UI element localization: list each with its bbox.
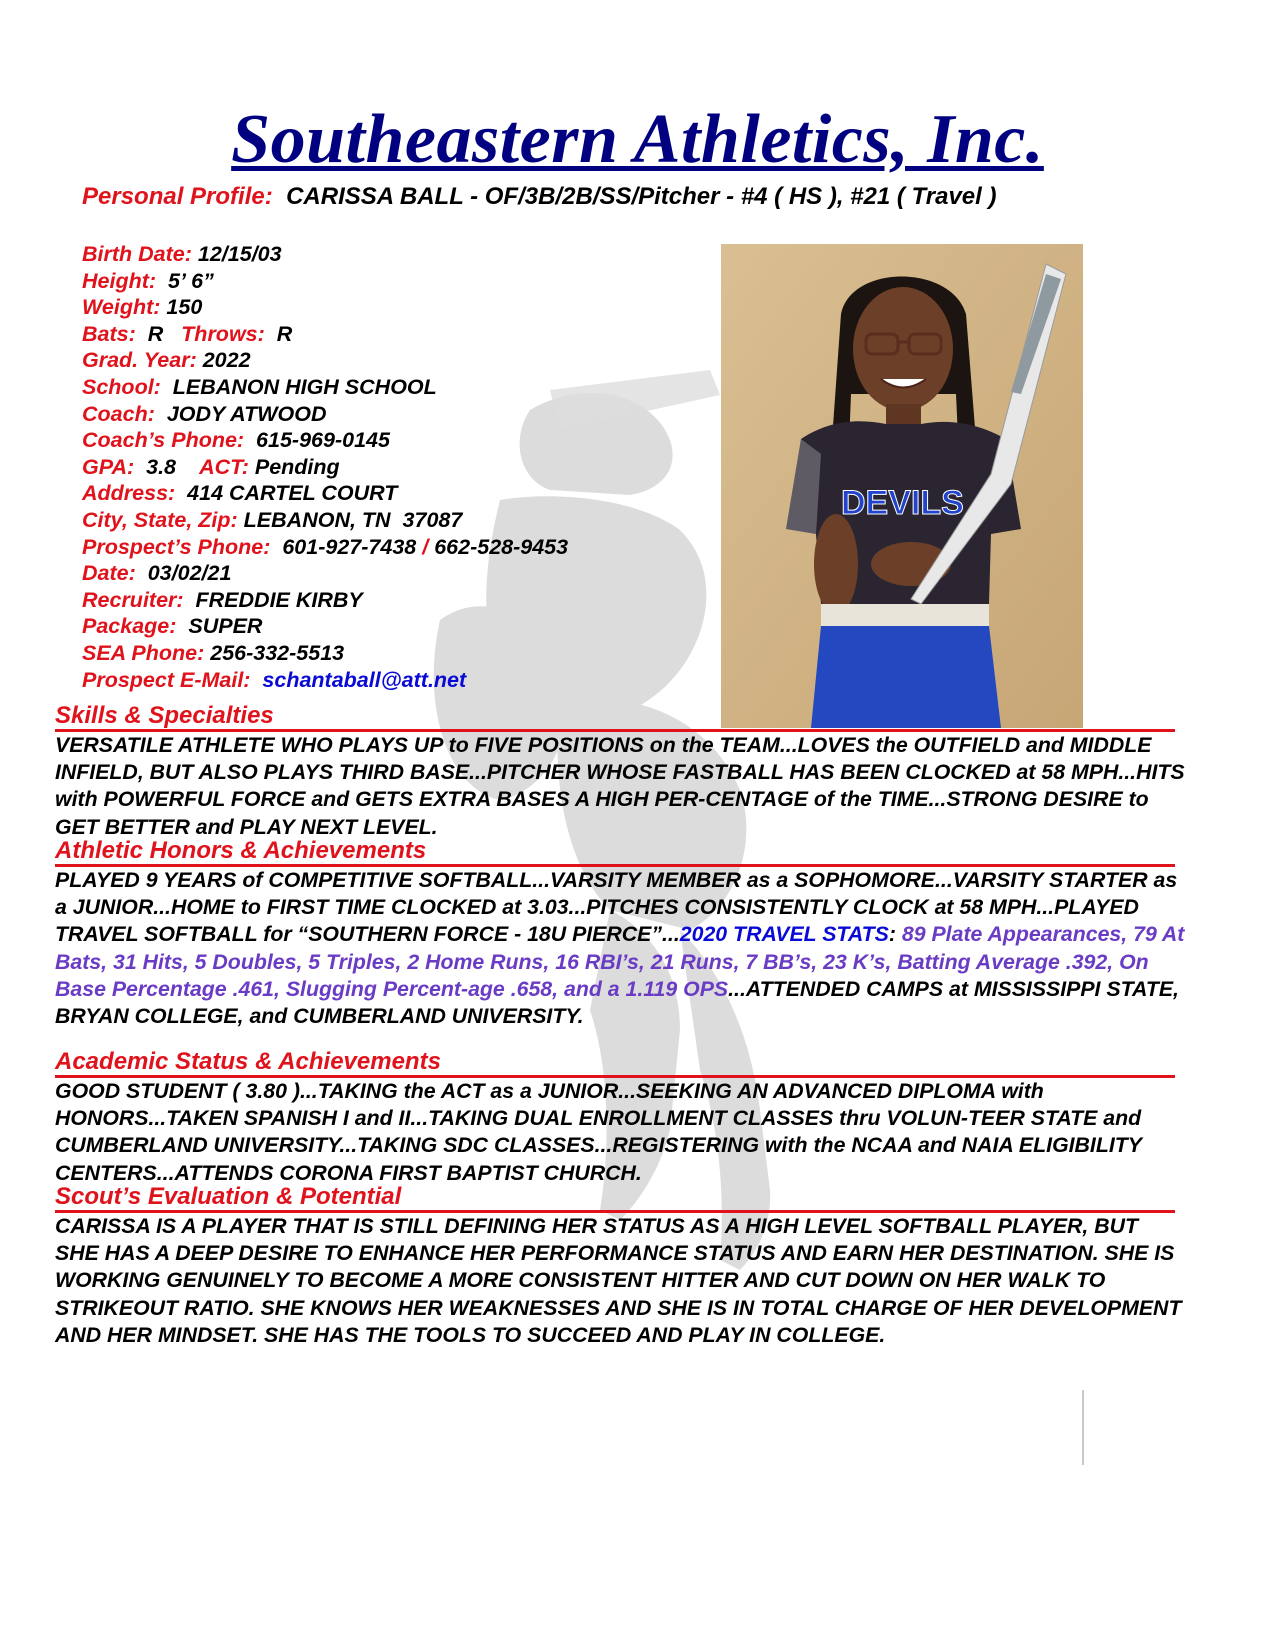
info-bats-throws: Bats: R Throws: R: [82, 321, 293, 346]
section-heading: Athletic Honors & Achievements: [55, 838, 1175, 867]
section-body: CARISSA IS A PLAYER THAT IS STILL DEFINING HER STATUS AS A HIGH LEVEL SOFTBALL PLAYER, BUT SHE HAS A DEEP DESIRE TO ENHANCE HER PERFORMANCE STATUS AND EARN HER DESTINATION. SHE IS WORKING GENUINELY TO BECOME A MORE CONSISTENT HITTER AND CUT DOWN ON HER WALK TO STRIKEOUT RATIO. SHE KNOWS HER WEAKNESSES AND SHE IS IN TOTAL CHARGE OF HER DEVELOPMENT AND HER MINDSET. SHE HAS THE TOOLS TO SUCCEED AND PLAY IN COLLEGE.: [55, 1214, 1182, 1347]
info-height: Height: 5’ 6”: [82, 268, 214, 293]
info-city-state-zip: City, State, Zip: LEBANON, TN 37087: [82, 507, 463, 532]
player-info: [82, 241, 568, 693]
info-coach: Coach: JODY ATWOOD: [82, 401, 327, 426]
info-coach-phone: Coach’s Phone: 615-969-0145: [82, 428, 390, 453]
email-link[interactable]: schantaball@att.net: [262, 667, 467, 692]
profile-label: Personal Profile:: [82, 183, 273, 210]
player-photo-illustration: [721, 244, 1083, 728]
section-body: VERSATILE ATHLETE WHO PLAYS UP to FIVE POSITIONS on the TEAM...LOVES the OUTFIELD and MIDDLE INFIELD, BUT ALSO PLAYS THIRD BASE...PITCHER WHOSE FASTBALL HAS BEEN CLOCKED at 58 MPH...HITS with POWERFUL FORCE and GETS EXTRA BASES A HIGH PER-CENTAGE of the TIME...STRONG DESIRE to GET BETTER and PLAY NEXT LEVEL.: [55, 733, 1185, 839]
info-sea-phone: SEA Phone: 256-332-5513: [82, 640, 345, 665]
section-scout: [55, 1184, 1185, 1349]
info-weight: Weight: 150: [82, 295, 203, 320]
info-school: School: LEBANON HIGH SCHOOL: [82, 374, 437, 399]
profile-value: CARISSA BALL - OF/3B/2B/SS/Pitcher - #4 ( HS ), #21 ( Travel ): [286, 183, 997, 210]
section-heading: Academic Status & Achievements: [55, 1049, 1175, 1078]
info-date: Date: 03/02/21: [82, 561, 232, 586]
company-title: [0, 100, 1275, 180]
divider-line: [1082, 1390, 1084, 1465]
travel-stats: 89 Plate Appearances, 79 At Bats, 31 Hits, 5 Doubles, 5 Triples, 2 Home Runs, 16 RBI’s, 21 Runs, 7 BB’s, 23 K’s, Batting Average .392, On Base Percentage .461, Slugging Percent-age .658, and a 1.119 OPS: [55, 922, 1185, 1001]
section-body: PLAYED 9 YEARS of COMPETITIVE SOFTBALL...VARSITY MEMBER as a SOPHOMORE...VARSITY STARTER as a JUNIOR...HOME to FIRST TIME CLOCKED at 3.03...PITCHES CONSISTENTLY CLOCK at 58 MPH...PLAYED TRAVEL SOFTBALL for “SOUTHERN FORCE - 18U PIERCE”...2020 TRAVEL STATS: 89 Plate Appearances, 79 At Bats, 31 Hits, 5 Doubles, 5 Triples, 2 Home Runs, 16 RBI’s, 21 Runs, 7 BB’s, 23 K’s, Batting Average .392, On Base Percentage .461, Slugging Percent-age .658, and a 1.119 OPS...ATTENDED CAMPS at MISSISSIPPI STATE, BRYAN COLLEGE, and CUMBERLAND UNIVERSITY.: [55, 868, 1185, 1029]
info-grad-year: Grad. Year: 2022: [82, 348, 251, 373]
info-address: Address: 414 CARTEL COURT: [82, 481, 398, 506]
info-gpa-act: GPA: 3.8 ACT: Pending: [82, 454, 340, 479]
info-recruiter: Recruiter: FREDDIE KIRBY: [82, 587, 363, 612]
info-email: Prospect E-Mail: schantaball@att.net: [82, 667, 467, 692]
info-birth-date: Birth Date: 12/15/03: [82, 242, 282, 266]
section-body: GOOD STUDENT ( 3.80 )...TAKING the ACT as a JUNIOR...SEEKING AN ADVANCED DIPLOMA with HONORS...TAKEN SPANISH I and II...TAKING DUAL ENROLLMENT CLASSES thru VOLUN-TEER STATE and CUMBERLAND UNIVERSITY...TAKING SDC CLASSES...REGISTERING with the NCAA and NAIA ELIGIBILITY CENTERS...ATTENDS CORONA FIRST BAPTIST CHURCH.: [55, 1079, 1142, 1185]
personal-profile-line: [82, 183, 996, 211]
section-heading: Skills & Specialties: [55, 703, 1175, 732]
company-name: Southeastern Athletics, Inc.: [231, 101, 1044, 178]
jersey-text: DEVILS: [841, 484, 964, 522]
section-skills: [55, 703, 1185, 841]
player-photo: [721, 244, 1083, 728]
section-academic: [55, 1049, 1185, 1187]
section-heading: Scout’s Evaluation & Potential: [55, 1184, 1175, 1213]
info-prospect-phone: Prospect’s Phone: 601-927-7438 / 662-528-9453: [82, 534, 569, 559]
info-package: Package: SUPER: [82, 614, 263, 639]
stats-label: 2020 TRAVEL STATS: [679, 922, 889, 947]
section-athletic: [55, 838, 1185, 1030]
